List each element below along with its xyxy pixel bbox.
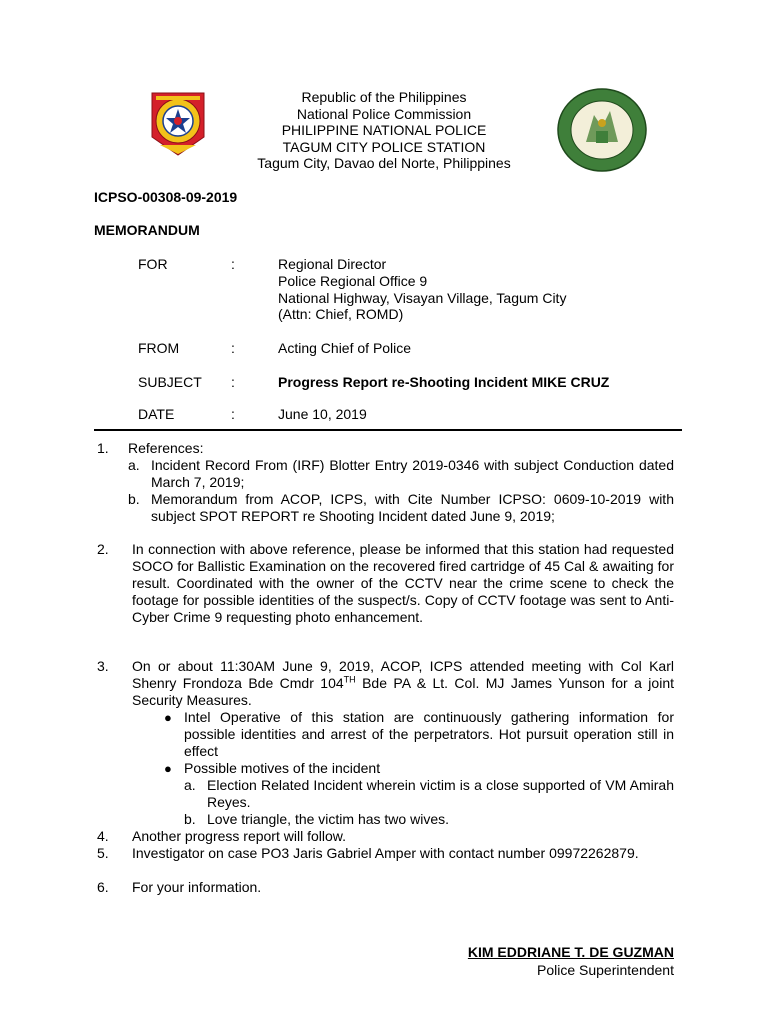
- paragraph-3: [132, 658, 674, 709]
- paragraph-4: Another progress report will follow.: [132, 828, 346, 844]
- reference-number: ICPSO-00308-09-2019: [94, 189, 238, 205]
- for-value-line2: Police Regional Office 9: [278, 273, 428, 289]
- paragraph-3-text-b: Bde PA & Lt. Col. MJ James Yunson for a joint Security Measures.: [132, 675, 674, 708]
- for-value-line1: Regional Director: [278, 256, 387, 272]
- subject-value: Progress Report re-Shooting Incident MIKE CRUZ: [278, 374, 610, 390]
- reference-a-letter: a.: [128, 457, 140, 473]
- paragraph-3-text-a: On or about 11:30AM June 9, 2019, ACOP, ICPS attended meeting with Col Karl Shenry Frondoza Bde Cmdr 104: [132, 658, 674, 691]
- header-station: TAGUM CITY POLICE STATION: [282, 139, 486, 155]
- header-address: Tagum City, Davao del Norte, Philippines: [257, 155, 511, 171]
- reference-a-text: Incident Record From (IRF) Blotter Entry 2019-0346 with subject Conduction dated March 7, 2019;: [151, 457, 674, 490]
- from-value: Acting Chief of Police: [278, 340, 412, 356]
- for-value-line4: (Attn: Chief, ROMD): [278, 306, 404, 322]
- paragraph-6: For your information.: [132, 879, 262, 895]
- paragraph-5: Investigator on case PO3 Jaris Gabriel Amper with contact number 09972262879.: [132, 845, 639, 861]
- tagum-police-seal-logo: [556, 87, 648, 173]
- item-number-4: 4.: [97, 828, 109, 844]
- subject-label: SUBJECT: [138, 374, 202, 390]
- motive-b-text: Love triangle, the victim has two wives.: [207, 811, 449, 827]
- paragraph-2: In connection with above reference, please be informed that this station had requested SOCO for Ballistic Examination on the recovered fired cartridge of 45 Cal & awaiting for result. Coordinated with the owner of the CCTV near the crime scene to check the footage for possible identities of the suspect/s. Copy of CCTV footage was sent to Anti-Cyber Crime 9 requesting photo enhancement.: [132, 541, 674, 625]
- bullet-1-marker: ●: [164, 710, 172, 725]
- header-napolcom: National Police Commission: [296, 106, 472, 122]
- header-pnp: PHILIPPINE NATIONAL POLICE: [281, 122, 487, 138]
- bullet-2-text: Possible motives of the incident: [184, 760, 381, 776]
- references-heading: References:: [128, 440, 204, 456]
- motive-b-letter: b.: [184, 811, 196, 827]
- document-type: MEMORANDUM: [94, 222, 200, 238]
- date-value: June 10, 2019: [278, 406, 367, 422]
- date-label: DATE: [138, 406, 175, 422]
- item-number-5: 5.: [97, 845, 109, 861]
- from-colon: :: [231, 340, 235, 356]
- date-colon: :: [231, 406, 235, 422]
- for-label: FOR: [138, 256, 168, 272]
- signatory-title: Police Superintendent: [537, 962, 674, 978]
- motive-a-text: Election Related Incident wherein victim is a close supported of VM Amirah Reyes.: [207, 777, 674, 810]
- item-number-2: 2.: [97, 541, 109, 557]
- item-number-6: 6.: [97, 879, 109, 895]
- signatory-name: KIM EDDRIANE T. DE GUZMAN: [467, 944, 674, 960]
- from-label: FROM: [138, 340, 180, 356]
- reference-b-text: Memorandum from ACOP, ICPS, with Cite Number ICPSO: 0609-10-2019 with subject SPOT REPORT re Shooting Incident dated June 9, 2019;: [151, 491, 674, 524]
- for-colon: :: [231, 256, 235, 272]
- header-divider: [94, 429, 682, 431]
- bullet-2-marker: ●: [164, 761, 172, 776]
- bullet-1-text: Intel Operative of this station are continuously gathering information for possible identities and arrest of the perpetrators. Hot pursuit operation still in effect: [184, 709, 674, 759]
- item-number-3: 3.: [97, 658, 109, 674]
- item-number-1: 1.: [97, 440, 109, 456]
- subject-colon: :: [231, 374, 235, 390]
- motive-a-letter: a.: [184, 777, 196, 793]
- reference-b-letter: b.: [128, 491, 140, 507]
- for-value-line3: National Highway, Visayan Village, Tagum City: [278, 290, 567, 306]
- header-republic: Republic of the Philippines: [301, 89, 467, 105]
- paragraph-3-superscript: TH: [343, 674, 356, 685]
